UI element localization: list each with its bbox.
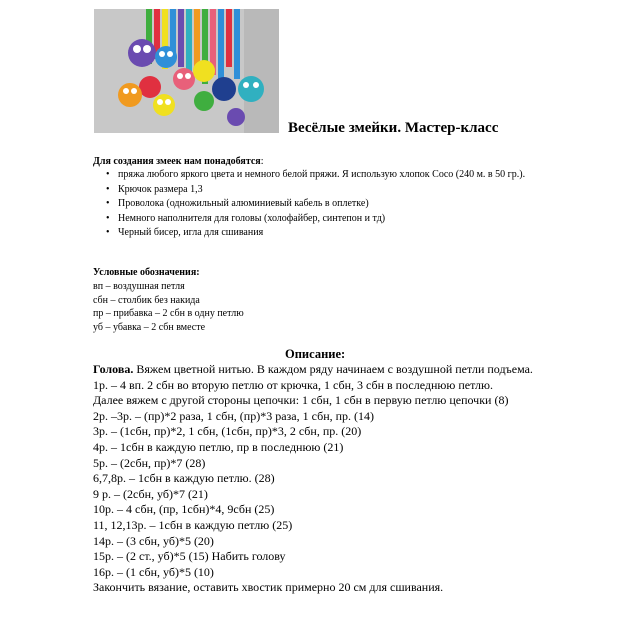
list-item: • Черный бисер, игла для сшивания — [93, 226, 563, 241]
row-instruction: 10р. – 4 сбн, (пр, 1сбн)*4, 9сбн (25) — [93, 502, 275, 517]
materials-heading-text: Для создания змеек нам понадобятся — [93, 156, 261, 167]
description-heading: Описание: — [285, 347, 346, 361]
snakes-photo — [94, 9, 279, 133]
closing-instruction: Закончить вязание, оставить хвостик примерно 20 см для сшивания. — [93, 580, 444, 595]
row-instruction: 6,7,8р. – 1сбн в каждую петлю. (28) — [93, 471, 275, 486]
row-instruction: 4р. – 1сбн в каждую петлю, пр в последнюю (21) — [93, 439, 344, 454]
head-text: Вяжем цветной нитью. В каждом ряду начинаем с воздушной петли подъема. — [133, 362, 533, 376]
row-instruction: 16р. – (1 сбн, уб)*5 (10) — [93, 564, 214, 579]
abbreviation-item: сбн – столбик без накида — [93, 294, 200, 306]
abbreviations-heading: Условные обозначения: — [93, 267, 200, 278]
materials-list — [93, 168, 563, 241]
abbreviations-list — [93, 280, 244, 334]
row-instruction: 2р. –3р. – (пр)*2 раза, 1 сбн, (пр)*3 раза, 1 сбн, пр. (14) — [93, 408, 375, 423]
list-item: • пряжа любого яркого цвета и немного белой пряжи. Я использую хлопок Coco (240 м. в 50 гр.). — [93, 168, 563, 183]
row-instruction: Далее вяжем с другой стороны цепочки: 1 сбн, 1 сбн в первую петлю цепочки (8) — [93, 393, 509, 408]
crochet-snakes-image — [94, 9, 279, 133]
materials-heading — [93, 156, 263, 167]
head-label: Голова. — [93, 362, 134, 376]
list-item: • Немного наполнителя для головы (холофайбер, синтепон и тд) — [93, 212, 563, 227]
row-instruction: 3р. – (1сбн, пр)*2, 1 сбн, (1сбн, пр)*3, 2 сбн, пр. (20) — [93, 424, 362, 439]
row-instruction: 9 р. – (2сбн, уб)*7 (21) — [93, 486, 208, 501]
row-instruction: 15р. – (2 ст., уб)*5 (15) Набить голову — [93, 549, 286, 564]
abbreviation-item: пр – прибавка – 2 сбн в одну петлю — [93, 308, 244, 319]
row-instruction: 5р. – (2сбн, пр)*7 (28) — [93, 455, 206, 470]
description-body — [93, 362, 548, 596]
row-instruction: 14р. – (3 сбн, уб)*5 (20) — [93, 533, 214, 548]
abbreviation-item: уб – убавка – 2 сбн вместе — [93, 321, 206, 333]
list-item: • Проволока (одножильный алюминиевый кабель в оплетке) — [93, 197, 563, 212]
row-instruction: 11, 12,13р. – 1сбн в каждую петлю (25) — [93, 517, 293, 532]
head-intro — [93, 362, 548, 378]
materials-heading-suffix: : — [260, 156, 264, 167]
list-item: • Крючок размера 1,3 — [93, 183, 563, 198]
row-instruction: 1р. – 4 вп. 2 сбн во вторую петлю от крючка, 1 сбн, 3 сбн в последнюю петлю. — [93, 377, 493, 392]
abbreviation-item: вп – воздушная петля — [93, 281, 185, 292]
page-title: Весёлые змейки. Мастер-класс — [288, 120, 499, 136]
